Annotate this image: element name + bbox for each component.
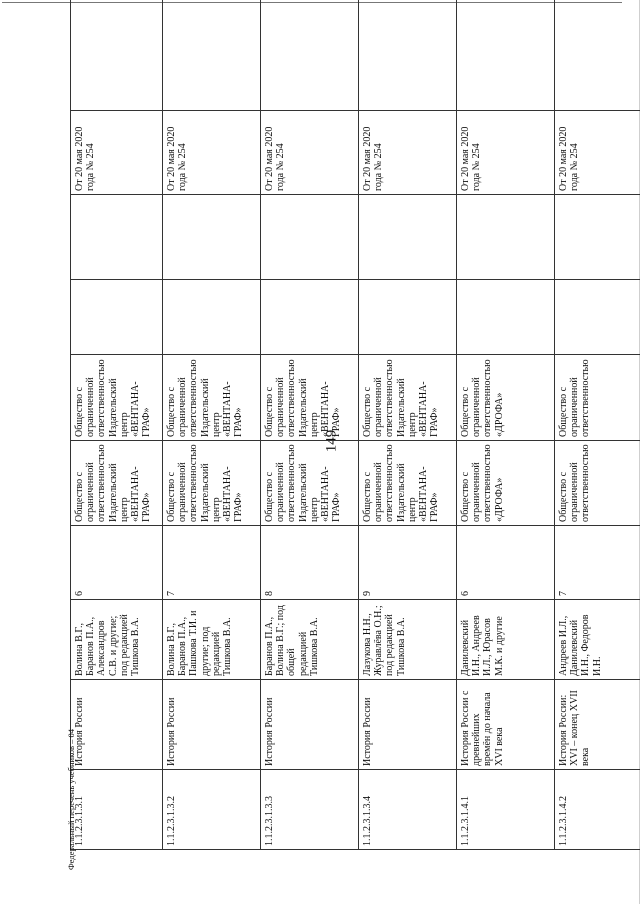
- table-body: [71, 0, 640, 850]
- footer-note: Федеральный перечень учебников – 04: [66, 728, 76, 870]
- order-cell: От 20 мая 2020 года № 254: [163, 111, 261, 195]
- subject-cell: История России: XVI – конец XVII века: [555, 680, 640, 770]
- row-number: 1.1.2.3.1.4.2: [555, 770, 640, 850]
- order-cell: От 20 мая 2020 года № 254: [71, 111, 163, 195]
- publisher2-cell: Общество с ограниченной ответственностью «ДРОФА»: [457, 355, 555, 441]
- empty-cell: [555, 195, 640, 280]
- empty-cell: [359, 195, 457, 280]
- publisher-cell: Общество с ограниченной ответственностью Издательский центр «ВЕНТАНА-ГРАФ»: [359, 441, 457, 526]
- empty-cell: [457, 0, 555, 111]
- publisher-cell: Общество с ограниченной ответственностью «ДРОФА»: [457, 441, 555, 526]
- subject-cell: История России: [71, 680, 163, 770]
- empty-cell: [261, 0, 359, 111]
- authors-cell: Данилевский И.Н., Андреев И.Л., Юрасов М.К. и другие: [457, 600, 555, 680]
- class-cell: 7: [555, 526, 640, 600]
- authors-cell: Волина В.Г., Баранов П.А., Александров С.В. и другие; под редакцией Тишкова В.А.: [71, 600, 163, 680]
- class-cell: 9: [359, 526, 457, 600]
- publisher2-cell: Общество с ограниченной ответственностью Издательский центр «ВЕНТАНА-ГРАФ»: [163, 355, 261, 441]
- empty-cell: [359, 0, 457, 111]
- publisher-cell: Общество с ограниченной ответственностью Издательский центр «ВЕНТАНА-ГРАФ»: [163, 441, 261, 526]
- textbook-table: [70, 0, 640, 850]
- table-row: [71, 0, 163, 850]
- subject-cell: История России: [359, 680, 457, 770]
- authors-cell: Баранов П.А., Волина В.Г.; под общей редакцией Тишкова В.А.: [261, 600, 359, 680]
- table-row: [555, 0, 640, 850]
- page-number: 149: [323, 429, 340, 453]
- authors-cell: Волина В.Г., Баранов П.А., Пашкова Т.И. и другие; под редакцией Тишкова В.А.: [163, 600, 261, 680]
- table-row: [163, 0, 261, 850]
- authors-cell: Андреев И.Л., Данилевский И.Н., Федоров И.Н.: [555, 600, 640, 680]
- order-cell: От 20 мая 2020 года № 254: [261, 111, 359, 195]
- table-row: [457, 0, 555, 850]
- class-cell: 8: [261, 526, 359, 600]
- publisher2-cell: Общество с ограниченной ответственностью Издательский центр «ВЕНТАНА-ГРАФ»: [71, 355, 163, 441]
- empty-cell: [163, 0, 261, 111]
- empty-cell: [457, 195, 555, 280]
- class-cell: 6: [457, 526, 555, 600]
- subject-cell: История России с древнейших времён до начала XVI века: [457, 680, 555, 770]
- empty-cell: [555, 280, 640, 355]
- order-cell: От 20 мая 2020 года № 254: [457, 111, 555, 195]
- empty-cell: [163, 195, 261, 280]
- publisher2-cell: Общество с ограниченной ответственностью Издательский центр «ВЕНТАНА-ГРАФ»: [359, 355, 457, 441]
- publisher-cell: Общество с ограниченной ответственностью Издательский центр «ВЕНТАНА-ГРАФ»: [71, 441, 163, 526]
- class-cell: 7: [163, 526, 261, 600]
- empty-cell: [457, 280, 555, 355]
- class-cell: 6: [71, 526, 163, 600]
- row-number: 1.1.2.3.1.3.1: [71, 770, 163, 850]
- empty-cell: [261, 195, 359, 280]
- empty-cell: [71, 0, 163, 111]
- publisher-cell: Общество с ограниченной ответственностью Издательский центр «ВЕНТАНА-ГРАФ»: [261, 441, 359, 526]
- publisher2-cell: Общество с ограниченной ответственностью Издательский центр «ВЕНТАНА-ГРАФ»: [261, 355, 359, 441]
- empty-cell: [71, 195, 163, 280]
- row-number: 1.1.2.3.1.3.3: [261, 770, 359, 850]
- empty-cell: [71, 280, 163, 355]
- empty-cell: [359, 280, 457, 355]
- order-cell: От 20 мая 2020 года № 254: [359, 111, 457, 195]
- authors-cell: Лазукова Н.Н., Журавлёва О.Н.; под редакцией Тишкова В.А.: [359, 600, 457, 680]
- empty-cell: [261, 280, 359, 355]
- empty-cell: [555, 0, 640, 111]
- empty-cell: [163, 280, 261, 355]
- table-row: [359, 0, 457, 850]
- order-cell: От 20 мая 2020 года № 254: [555, 111, 640, 195]
- publisher2-cell: Общество с ограниченной ответственностью: [555, 355, 640, 441]
- publisher-cell: Общество с ограниченной ответственностью: [555, 441, 640, 526]
- row-number: 1.1.2.3.1.3.4: [359, 770, 457, 850]
- table-row: [261, 0, 359, 850]
- subject-cell: История России: [261, 680, 359, 770]
- row-number: 1.1.2.3.1.3.2: [163, 770, 261, 850]
- row-number: 1.1.2.3.1.4.1: [457, 770, 555, 850]
- subject-cell: История России: [163, 680, 261, 770]
